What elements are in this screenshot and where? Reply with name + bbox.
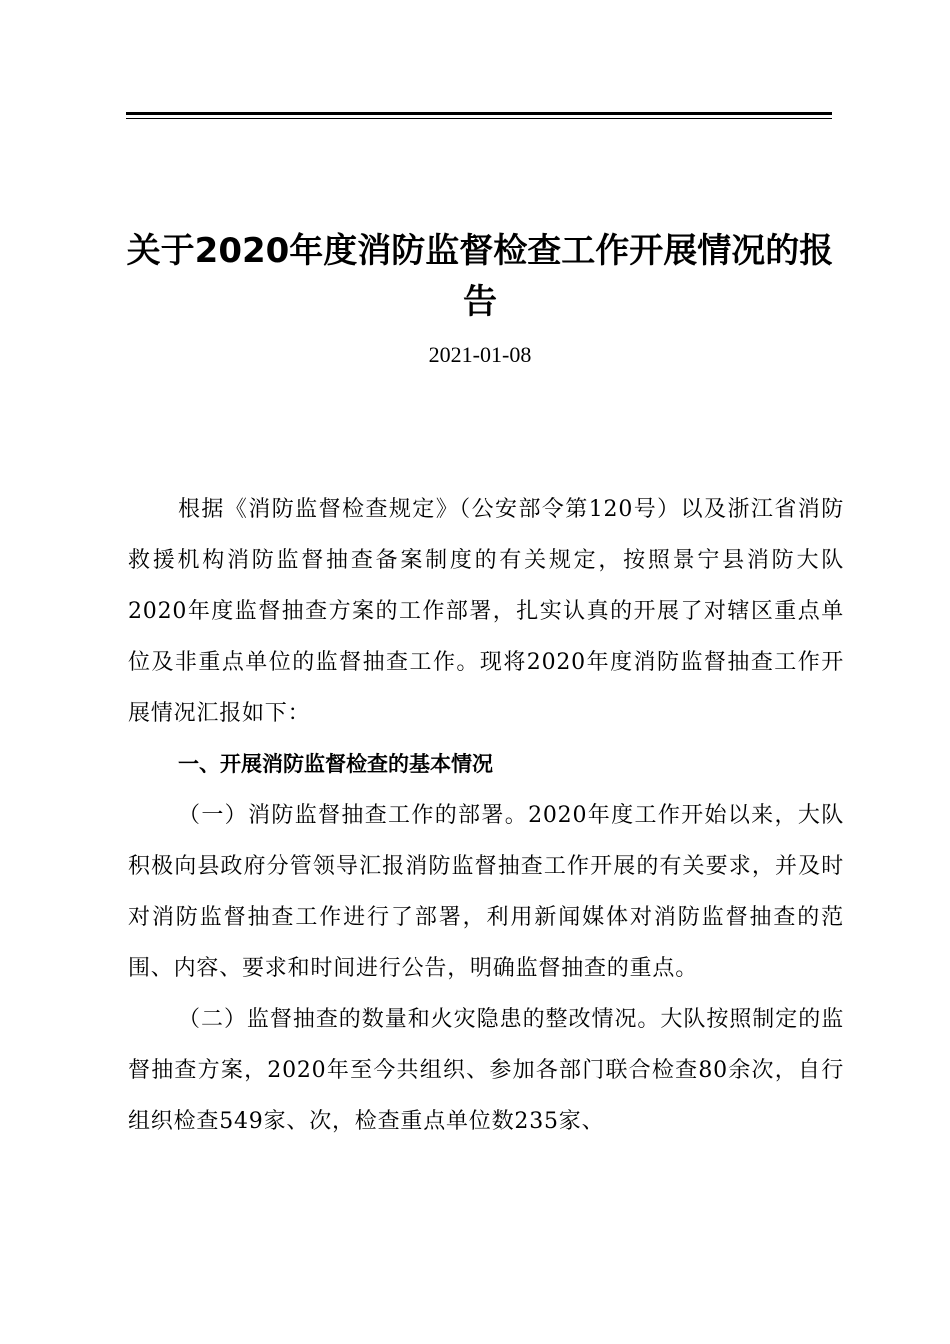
header-rule-thin bbox=[126, 118, 832, 119]
document-body bbox=[128, 484, 844, 1147]
header-rule-thick bbox=[126, 112, 832, 115]
paragraph-deployment: （一）消防监督抽查工作的部署。2020年度工作开始以来，大队积极向县政府分管领导汇报消防监督抽查工作开展的有关要求，并及时对消防监督抽查工作进行了部署，利用新闻媒体对消防监督抽查的范围、内容、要求和时间进行公告，明确监督抽查的重点。 bbox=[128, 803, 844, 981]
intro-paragraph: 根据《消防监督检查规定》（公安部令第120号）以及浙江省消防救援机构消防监督抽查备案制度的有关规定，按照景宁县消防大队2020年度监督抽查方案的工作部署，扎实认真的开展了对辖区重点单位及非重点单位的监督抽查工作。现将2020年度消防监督抽查工作开展情况汇报如下： bbox=[128, 497, 844, 726]
document-date: 2021-01-08 bbox=[428, 342, 532, 367]
paragraph-inspection-count: （二）监督抽查的数量和火灾隐患的整改情况。大队按照制定的监督抽查方案，2020年至今共组织、参加各部门联合检查80余次，自行组织检查549家、次，检查重点单位数235家、 bbox=[128, 1007, 844, 1134]
section-heading: 一、开展消防监督检查的基本情况 bbox=[178, 752, 493, 776]
document-title: 关于2020年度消防监督检查工作开展情况的报告 bbox=[126, 231, 834, 322]
